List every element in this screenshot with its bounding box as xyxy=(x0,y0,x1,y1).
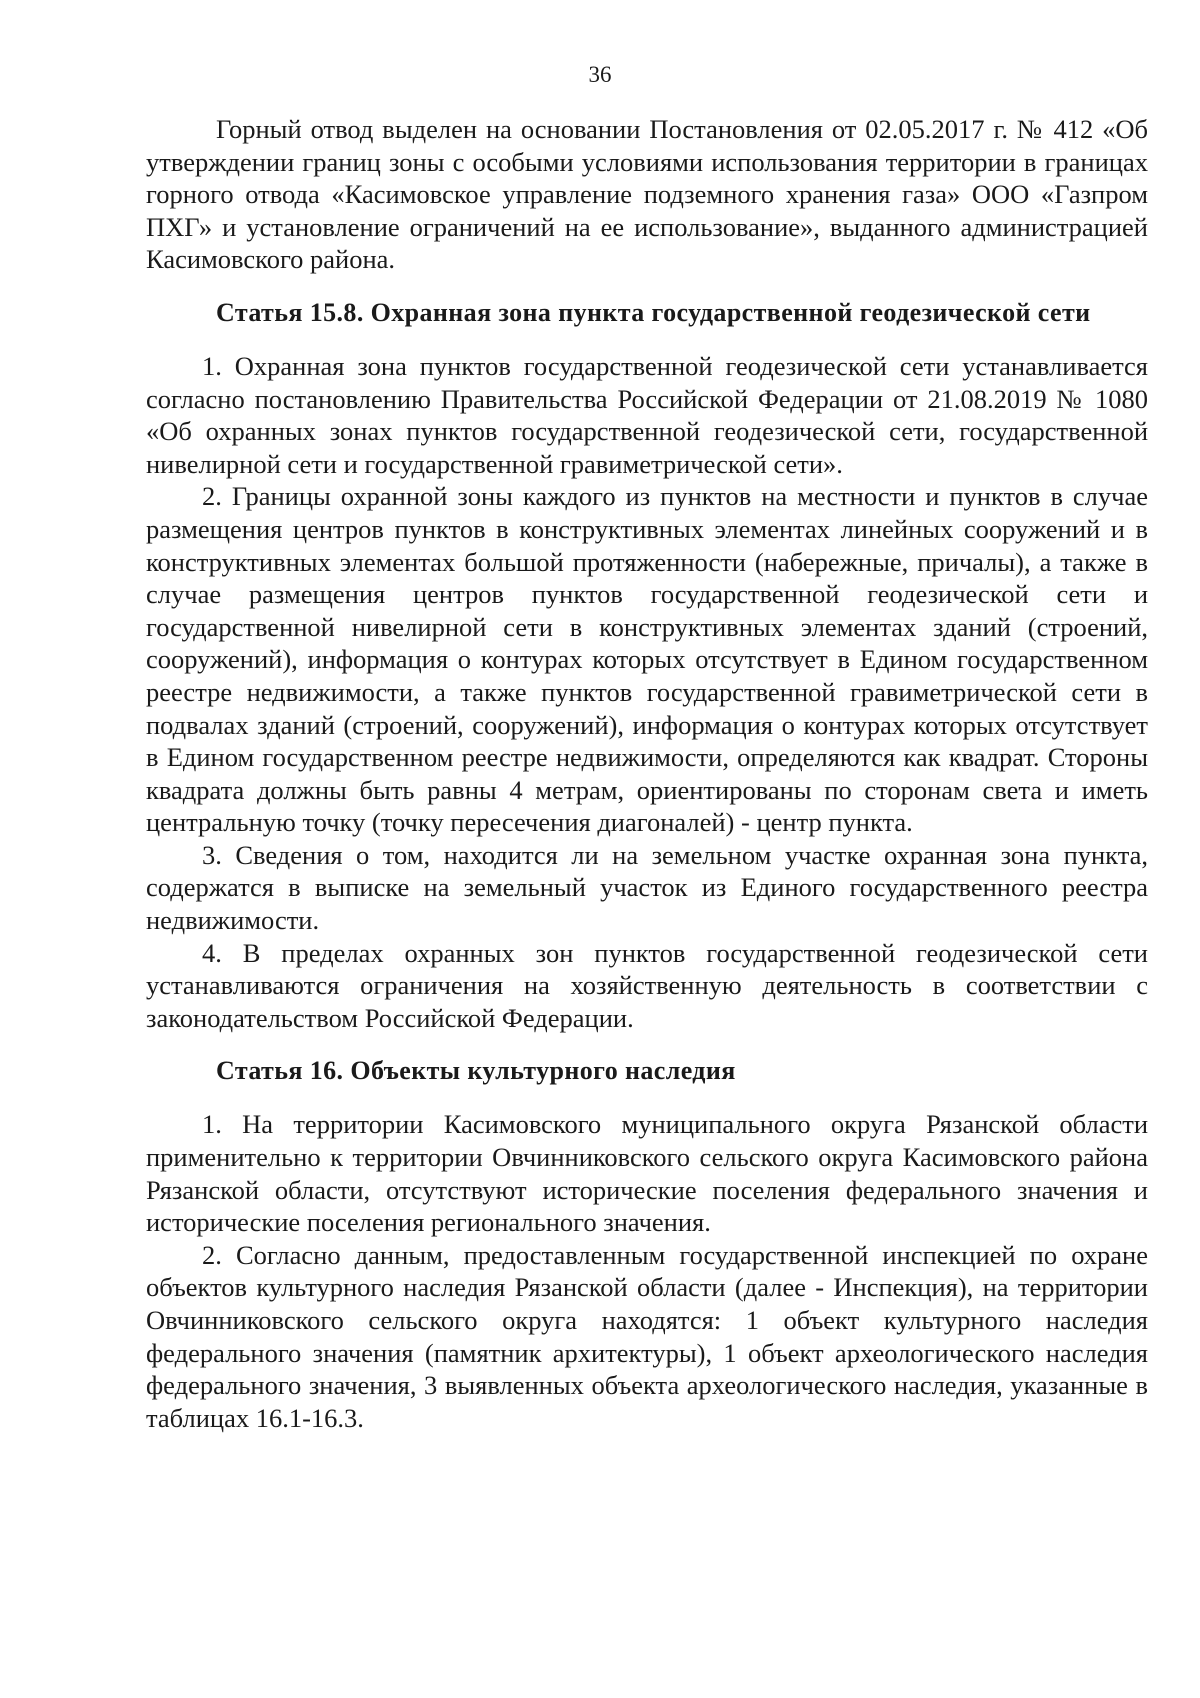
article-15-8-item-2: 2. Границы охранной зоны каждого из пунктов на местности и пунктов в случае размещения центров пунктов в конструктивных элементах линейных сооружений и в конструктивных элементах большой протяженности (набережные, причалы), а также в случае размещения центров пунктов государственной геодезической сети и государственной нивелирной сети в конструктивных элементах зданий (строений, сооружений), информация о контурах которых отсутствует в Едином государственном реестре недвижимости, а также пунктов государственной гравиметрической сети в подвалах зданий (строений, сооружений), информация о контурах которых отсутствует в Едином государственном реестре недвижимости, определяются как квадрат. Стороны квадрата должны быть равны 4 метрам, ориентированы по сторонам света и иметь центральную точку (точку пересечения диагоналей) - центр пункта. xyxy=(146,481,1148,838)
article-15-8-heading: Статья 15.8. Охранная зона пункта государственной геодезической сети xyxy=(216,297,1091,327)
page-number: 36 xyxy=(588,62,612,87)
article-16-body xyxy=(146,1108,1148,1434)
article-16-item-2: 2. Согласно данным, предоставленным государственной инспекцией по охране объектов культурного наследия Рязанской области (далее - Инспекция), на территории Овчинниковского сельского округа находятся: 1 объект культурного наследия федерального значения (памятник архитектуры), 1 объект археологического наследия федерального значения, 3 выявленных объекта археологического наследия, указанные в таблицах 16.1-16.3. xyxy=(146,1239,1148,1433)
article-15-8-item-1: 1. Охранная зона пунктов государственной геодезической сети устанавливается согласно постановлению Правительства Российской Федерации от 21.08.2019 № 1080 «Об охранных зонах пунктов государственной геодезической сети, государственной нивелирной сети и государственной гравиметрической сети». xyxy=(146,350,1148,479)
intro-paragraph: Горный отвод выделен на основании Постановления от 02.05.2017 г. № 412 «Об утверждении границ зоны с особыми условиями использования территории в границах горного отвода «Касимовское управление подземного хранения газа» ООО «Газпром ПХГ» и установление ограничений на ее использование», выданного администрацией Касимовского района. xyxy=(146,114,1148,275)
article-16-heading: Статья 16. Объекты культурного наследия xyxy=(216,1056,736,1086)
document-body xyxy=(146,113,1148,1434)
article-15-8-item-3: 3. Сведения о том, находится ли на земельном участке охранная зона пункта, содержатся в выписке на земельный участок из Единого государственного реестра недвижимости. xyxy=(146,839,1148,936)
article-16-item-1: 1. На территории Касимовского муниципального округа Рязанской области применительно к территории Овчинниковского сельского округа Касимовского района Рязанской области, отсутствуют исторические поселения федерального значения и исторические поселения регионального значения. xyxy=(146,1109,1148,1238)
article-15-8-body xyxy=(146,350,1148,1034)
article-15-8-item-4: 4. В пределах охранных зон пунктов государственной геодезической сети устанавливаются ограничения на хозяйственную деятельность в соответствии с законодательством Российской Федерации. xyxy=(146,937,1148,1033)
